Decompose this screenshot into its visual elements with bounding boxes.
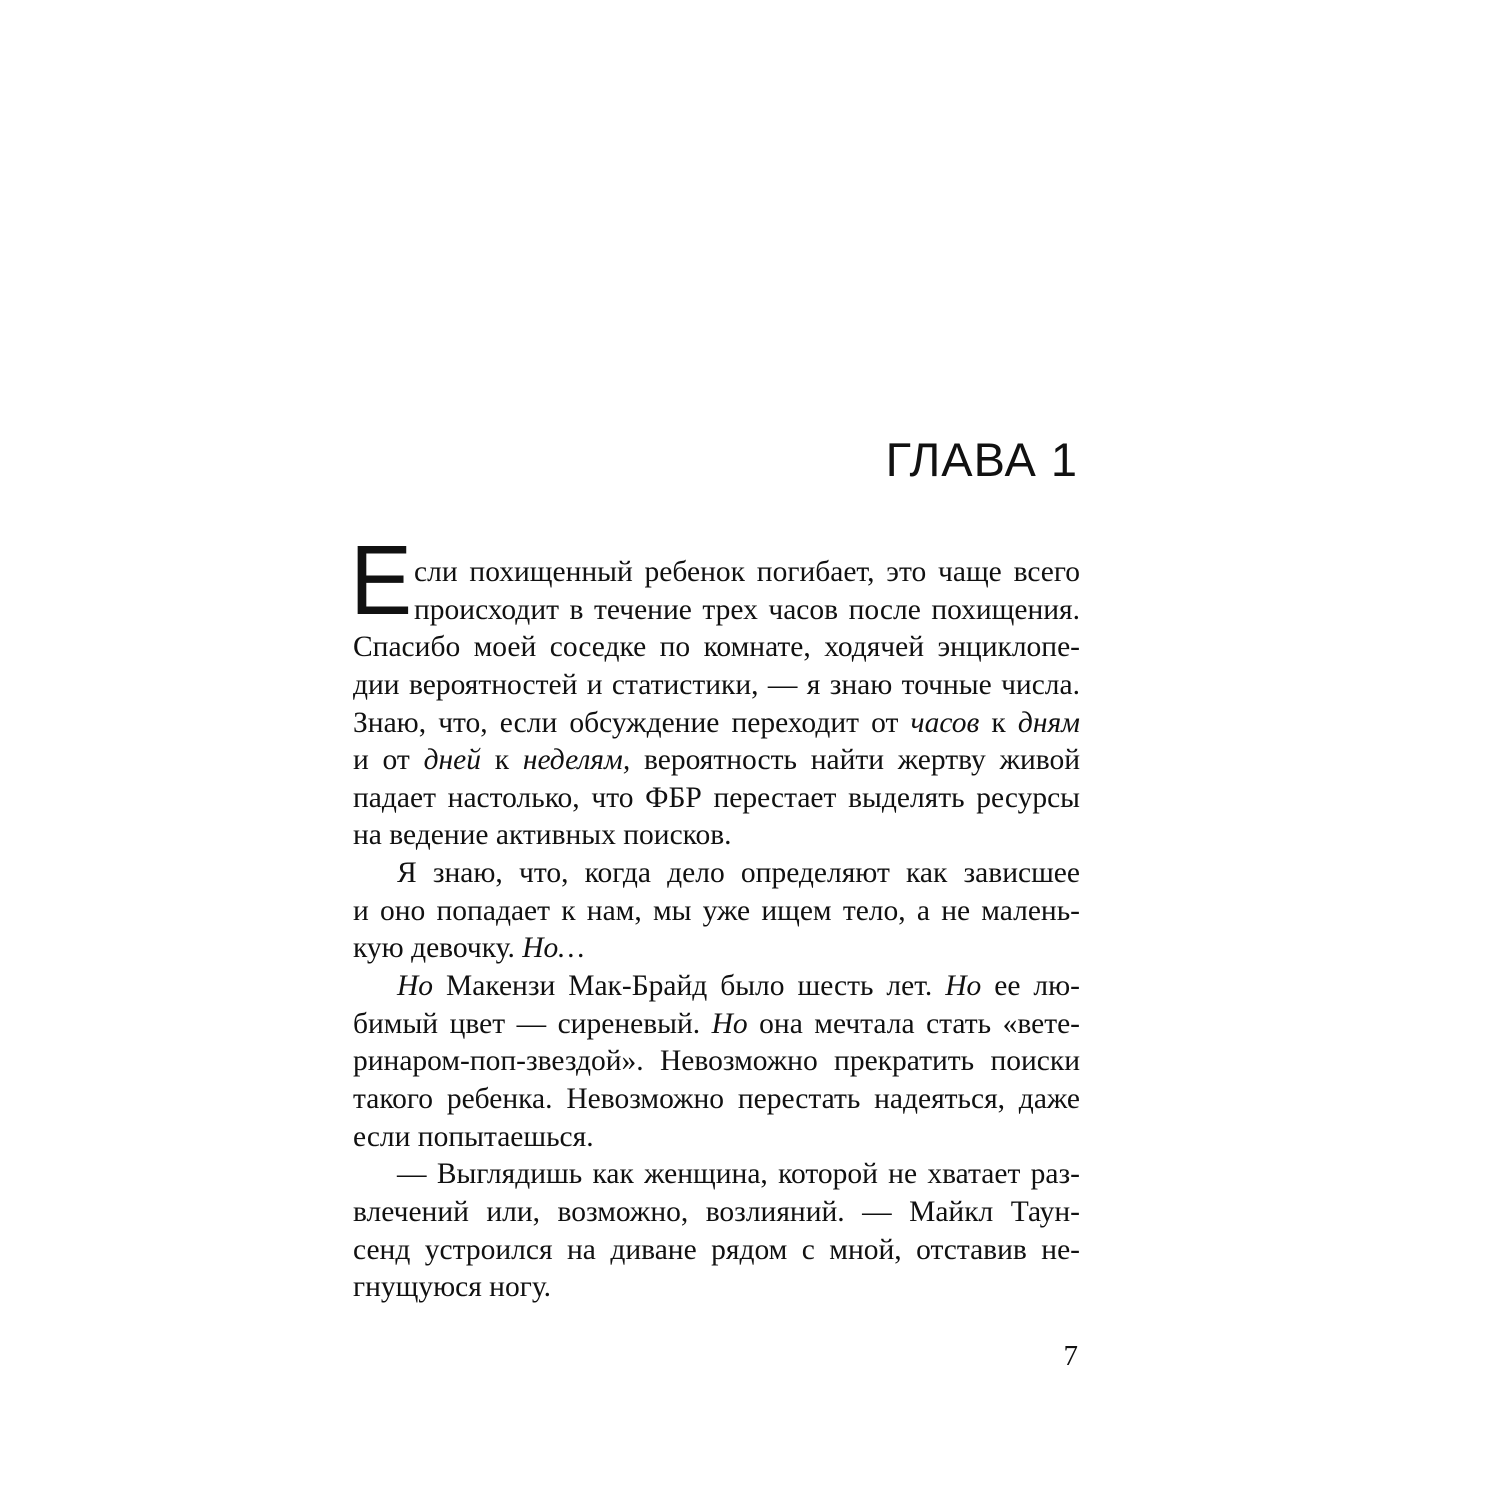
text-segment: на ведение активных поисков. xyxy=(353,819,732,852)
text-line xyxy=(353,1194,1080,1232)
drop-cap-letter: Е xyxy=(350,525,413,635)
text-line xyxy=(353,1081,1080,1119)
text-segment: и оно попадает к нам, мы уже ищем тело, а не малень- xyxy=(353,894,1080,927)
text-line xyxy=(353,667,1080,705)
text-segment: сли похищенный ребенок погибает, это чаще всего xyxy=(414,556,1080,588)
text-segment: Я знаю, что, когда дело определяют как зависшее xyxy=(397,857,1080,890)
italic-text: Но… xyxy=(522,932,585,965)
italic-text: часов xyxy=(910,706,980,739)
chapter-title: ГЛАВА 1 xyxy=(885,433,1078,486)
text-segment: к xyxy=(480,744,523,777)
italic-text: Но xyxy=(945,970,982,1003)
text-segment: Знаю, что, если обсуждение переходит от xyxy=(353,706,911,739)
text-segment: если попытаешься. xyxy=(353,1120,594,1153)
text-segment: и от xyxy=(353,744,424,777)
italic-text: дням xyxy=(1017,706,1081,739)
text-segment: падает настолько, что ФБР перестает выделять ресурсы xyxy=(353,781,1080,814)
chapter-body-text xyxy=(353,554,1080,1307)
text-line xyxy=(353,780,1080,818)
text-segment: бимый цвет — сиреневый. xyxy=(353,1007,712,1040)
text-segment: влечений или, возможно, возлияний. — Майкл Таун- xyxy=(353,1195,1080,1228)
text-line xyxy=(353,629,1080,667)
text-line xyxy=(353,742,1080,780)
text-line xyxy=(353,592,1080,630)
text-segment: сенд устроился на диване рядом с мной, отставив не- xyxy=(353,1233,1080,1266)
text-segment: такого ребенка. Невозможно перестать надеяться, даже xyxy=(353,1082,1080,1115)
italic-text: Но xyxy=(397,970,434,1003)
text-line xyxy=(353,1006,1080,1044)
text-line xyxy=(353,930,1080,968)
text-line xyxy=(353,1119,1080,1157)
text-line xyxy=(353,855,1080,893)
text-line xyxy=(353,1269,1080,1307)
text-segment: гнущуюся ногу. xyxy=(353,1271,551,1304)
text-segment: к xyxy=(979,706,1018,739)
text-segment: Спасибо моей соседке по комнате, ходячей энциклопе- xyxy=(353,631,1080,664)
text-segment: происходит в течение трех часов после похищения. xyxy=(414,593,1080,626)
text-segment: ринаром-поп-звездой». Невозможно прекратить поиски xyxy=(353,1045,1080,1078)
text-line xyxy=(353,1156,1080,1194)
text-segment: — Выглядишь как женщина, которой не хватает раз- xyxy=(397,1158,1080,1191)
text-segment: кую девочку. xyxy=(353,932,523,965)
italic-text: Но xyxy=(711,1007,748,1040)
italic-text: неделям, xyxy=(522,744,631,777)
text-segment: она мечтала стать «вете- xyxy=(747,1007,1080,1040)
text-segment: ее лю- xyxy=(981,970,1080,1003)
text-segment: вероятность найти жертву живой xyxy=(630,744,1080,777)
text-line xyxy=(353,893,1080,931)
page-number: 7 xyxy=(1063,1340,1078,1372)
text-line xyxy=(353,1043,1080,1081)
italic-text: дней xyxy=(423,744,481,777)
text-line xyxy=(353,554,1080,592)
text-line xyxy=(353,817,1080,855)
text-segment: дии вероятностей и статистики, — я знаю точные числа. xyxy=(353,668,1080,701)
text-line xyxy=(353,705,1080,743)
text-segment: Макензи Мак-Брайд было шесть лет. xyxy=(433,970,946,1003)
text-line xyxy=(353,1232,1080,1270)
text-line xyxy=(353,968,1080,1006)
